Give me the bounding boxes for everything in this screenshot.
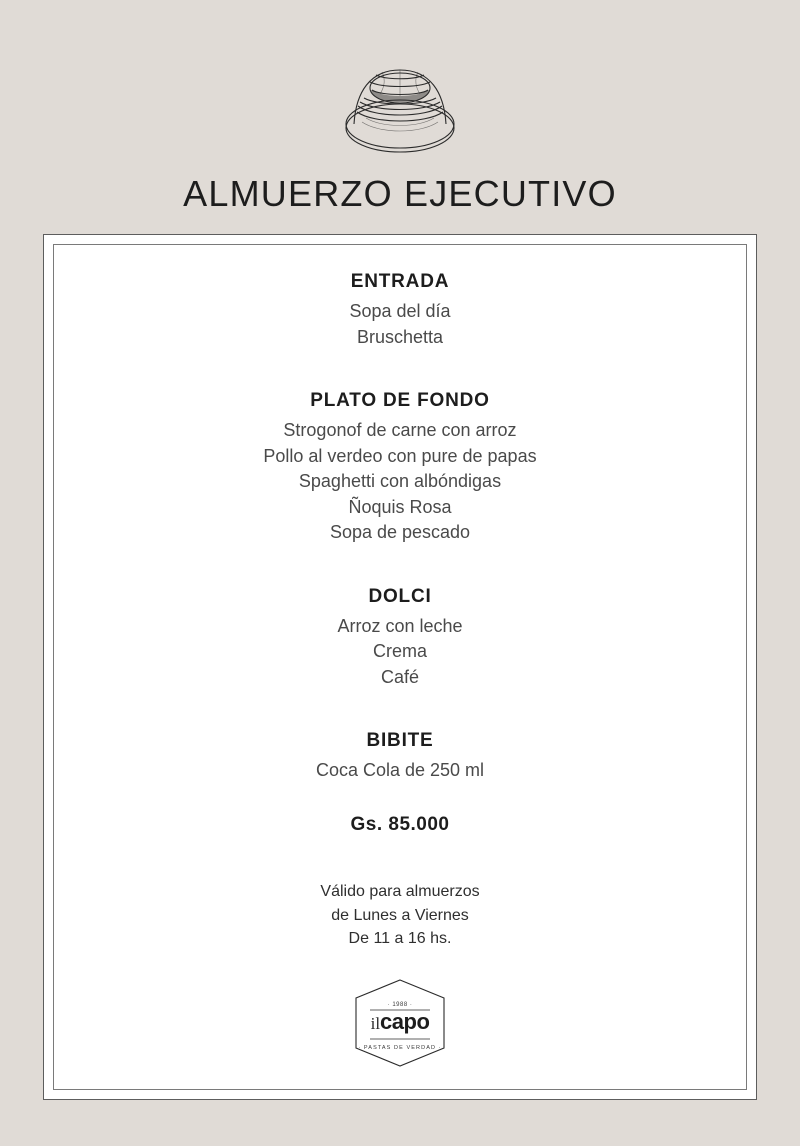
menu-header <box>0 0 800 212</box>
menu-section-plato-de-fondo <box>54 390 746 546</box>
menu-item: Strogonof de carne con arroz <box>283 420 517 441</box>
menu-item: Bruschetta <box>356 326 444 347</box>
menu-item: Ñoquis Rosa <box>348 496 452 517</box>
svg-text:ilcapo <box>371 1009 430 1034</box>
menu-card <box>43 234 757 1100</box>
menu-item: Sopa de pescado <box>329 522 471 543</box>
brand-logo-wrap <box>54 977 746 1069</box>
validity-line: De 11 a 16 hs. <box>348 930 452 948</box>
menu-item: Spaghetti con albóndigas <box>298 471 502 492</box>
section-title: ENTRADA <box>350 271 450 292</box>
validity-line: de Lunes a Viernes <box>331 906 469 924</box>
menu-item: Pollo al verdeo con pure de papas <box>263 445 537 466</box>
brand-name-capo: capo <box>380 1009 430 1035</box>
menu-item: Sopa del día <box>349 301 451 321</box>
menu-section-entrada <box>54 271 746 350</box>
section-title: DOLCI <box>368 585 432 607</box>
brand-tagline: · PASTAS DE VERDAD · <box>358 1045 442 1052</box>
section-title: BIBITE <box>366 730 434 752</box>
menu-validity <box>54 880 746 951</box>
menu-price: Gs. 85.000 <box>350 814 450 836</box>
page-title: ALMUERZO EJECUTIVO <box>183 173 617 214</box>
menu-item: Arroz con leche <box>337 615 463 636</box>
menu-item: Crema <box>372 641 427 662</box>
brand-name-il: il <box>370 1014 381 1034</box>
section-title: PLATO DE FONDO <box>310 390 490 412</box>
menu-card-inner <box>53 244 747 1090</box>
brand-year: · 1988 · <box>387 1002 413 1009</box>
menu-section-bibite <box>54 730 746 784</box>
menu-item: Coca Cola de 250 ml <box>315 760 485 781</box>
ilcapo-badge-icon <box>348 977 452 1069</box>
validity-line: Válido para almuerzos <box>320 883 480 901</box>
straw-hat-icon <box>330 44 470 162</box>
menu-section-dolci <box>54 586 746 691</box>
menu-item: Café <box>380 666 420 687</box>
